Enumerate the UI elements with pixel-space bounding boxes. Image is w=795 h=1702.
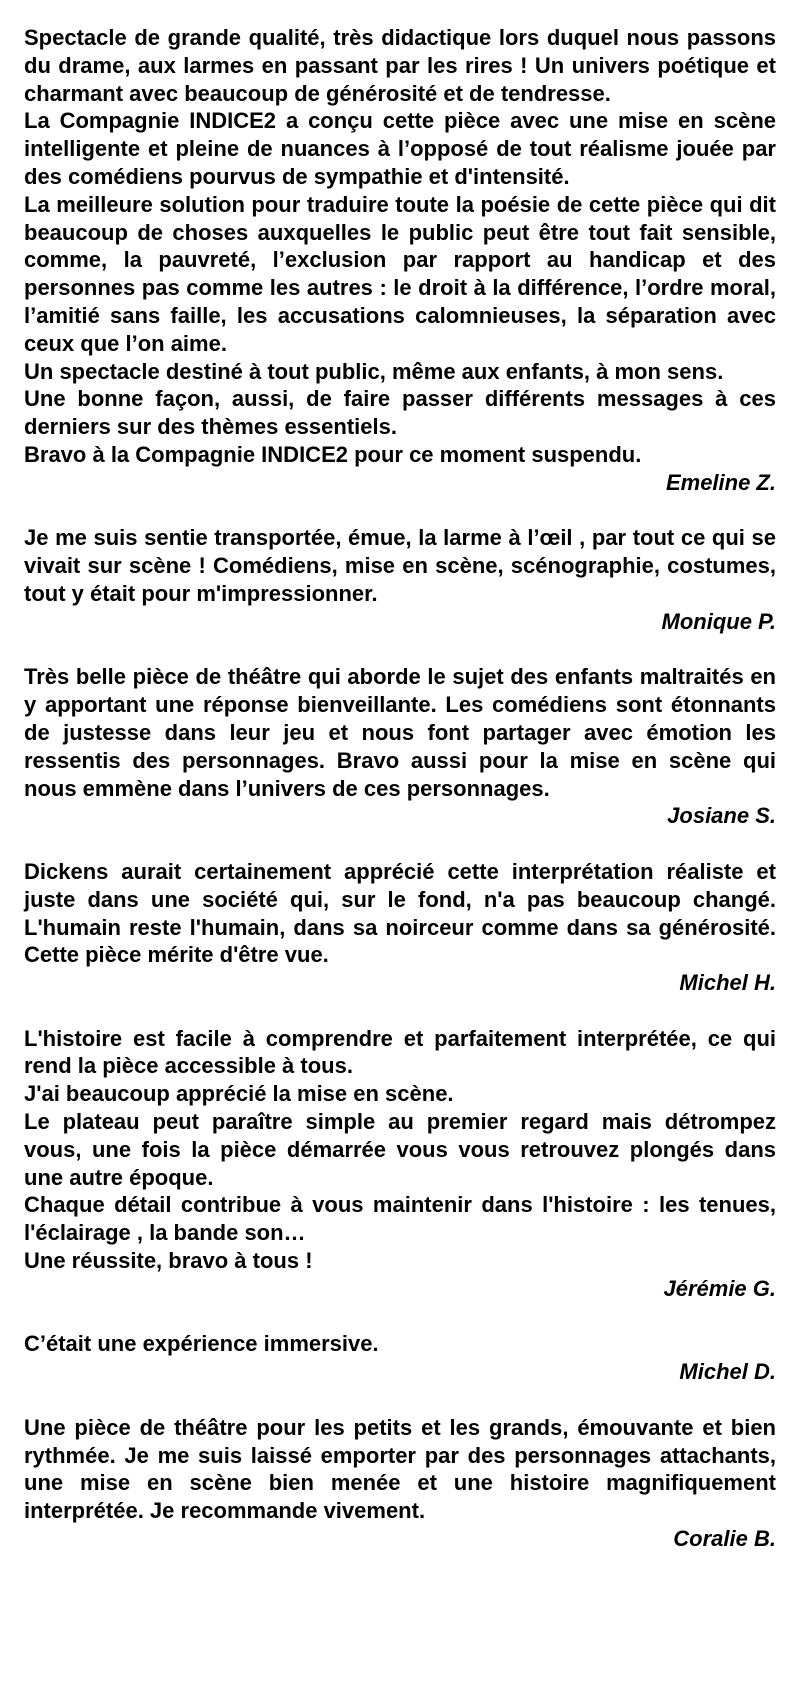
review-author: Josiane S. — [667, 803, 776, 829]
review — [24, 524, 776, 635]
review-author: Monique P. — [661, 608, 776, 634]
review — [24, 1025, 776, 1303]
review-paragraph: La meilleure solution pour traduire toute la poésie de cette pièce qui dit beaucoup de choses auxquelles le public peut être tout fait sensible, comme, la pauvreté, l’exclusion par rapport au handicap et des personnes pas comme les autres : le droit à la différence, l’ordre moral, l’amitié sans faille, les accusations calomnieuses, la séparation avec ceux que l’on aime. — [24, 191, 776, 356]
review-paragraph: Bravo à la Compagnie INDICE2 pour ce moment suspendu. — [24, 441, 642, 467]
review-author: Emeline Z. — [665, 469, 776, 495]
review-author: Jérémie G. — [663, 1275, 776, 1301]
review-paragraph: Une bonne façon, aussi, de faire passer différents messages à ces derniers sur des thèmes essentiels. — [24, 386, 776, 440]
review-paragraph: Je me suis sentie transportée, émue, la larme à l’œil , par tout ce qui se vivait sur scène ! Comédiens, mise en scène, scénographie, costumes, tout y était pour m'impressionner. — [24, 525, 776, 606]
review-paragraph: Très belle pièce de théâtre qui aborde le sujet des enfants maltraités en y apportant une réponse bienveillante. Les comédiens sont étonnants de justesse dans leur jeu et nous font partager avec émotion les ressentis des personnages. Bravo aussi pour la mise en scène qui nous emmène dans l’univers de ces personnages. — [24, 664, 776, 801]
review-author: Michel H. — [679, 970, 776, 996]
review-paragraph: Une réussite, bravo à tous ! — [24, 1248, 313, 1274]
review-paragraph: La Compagnie INDICE2 a conçu cette pièce avec une mise en scène intelligente et pleine de nuances à l’opposé de tout réalisme jouée par des comédiens pourvus de sympathie et d'intensité. — [24, 108, 776, 189]
review-paragraph: Une pièce de théâtre pour les petits et les grands, émouvante et bien rythmée. Je me suis laissé emporter par des personnages attachants, une mise en scène bien menée et une histoire magnifiquement interprétée. Je recommande vivement. — [24, 1414, 776, 1524]
review — [24, 858, 776, 997]
review-paragraph: Chaque détail contribue à vous maintenir dans l'histoire : les tenues, l'éclairage , la bande son… — [24, 1192, 776, 1246]
review-paragraph: Spectacle de grande qualité, très didactique lors duquel nous passons du drame, aux larmes en passant par les rires ! Un univers poétique et charmant avec beaucoup de générosité et de tendresse. — [24, 25, 776, 106]
review-author: Coralie B. — [673, 1526, 776, 1552]
review — [24, 24, 776, 497]
review-paragraph: C’était une expérience immersive. — [24, 1331, 379, 1357]
review-paragraph: Dickens aurait certainement apprécié cette interprétation réaliste et juste dans une société qui, sur le fond, n'a pas beaucoup changé. L'humain reste l'humain, dans sa noirceur comme dans sa générosité. Cette pièce mérite d'être vue. — [24, 858, 776, 968]
review-paragraph: Le plateau peut paraître simple au premier regard mais détrompez vous, une fois la pièce démarrée vous vous retrouvez plongés dans une autre époque. — [24, 1109, 776, 1190]
reviews-document — [24, 24, 776, 1581]
review — [24, 1414, 776, 1553]
review-paragraph: Un spectacle destiné à tout public, même aux enfants, à mon sens. — [24, 358, 724, 384]
review-author: Michel D. — [679, 1359, 776, 1385]
review — [24, 663, 776, 830]
review — [24, 1330, 776, 1386]
review-paragraph: J'ai beaucoup apprécié la mise en scène. — [24, 1081, 454, 1107]
review-paragraph: L'histoire est facile à comprendre et parfaitement interprétée, ce qui rend la pièce accessible à tous. — [24, 1025, 776, 1079]
